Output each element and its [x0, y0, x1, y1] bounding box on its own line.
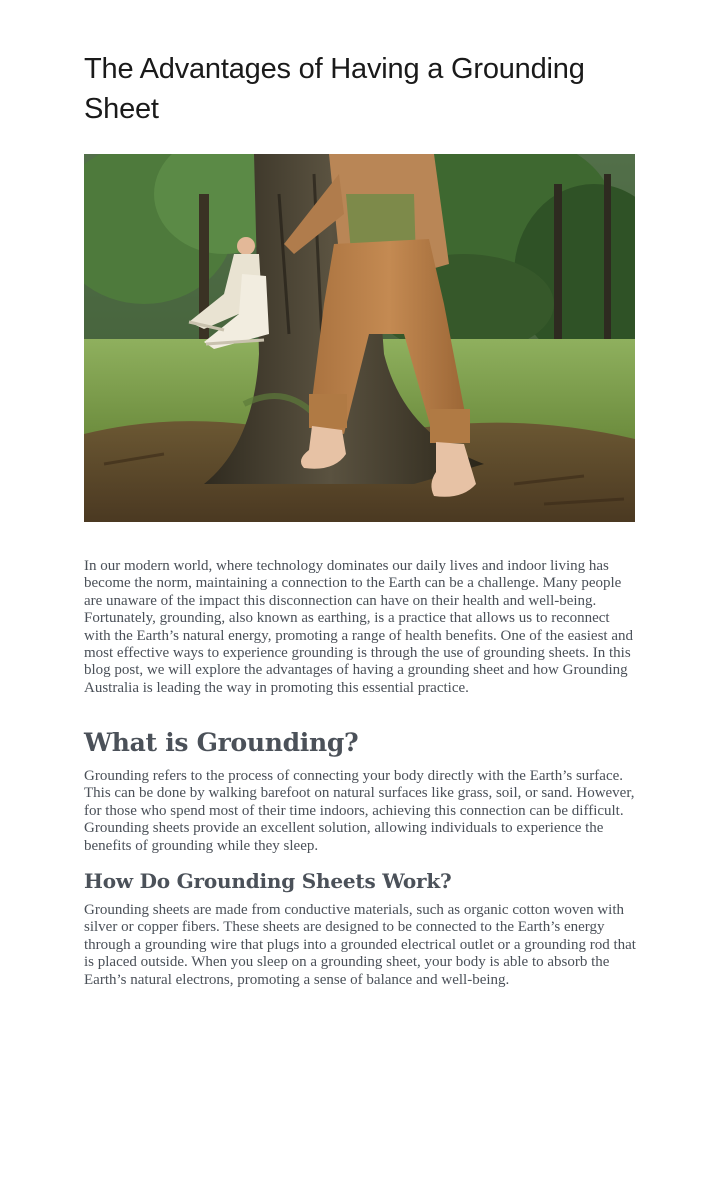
section-heading-how-sheets-work: How Do Grounding Sheets Work?: [84, 869, 452, 893]
section-heading-what-is-grounding: What is Grounding?: [84, 728, 359, 757]
intro-paragraph: In our modern world, where technology dominates our daily lives and indoor living has become the norm, maintaining a connection to the Earth can be a challenge. Many people are unaware of the impact this disconnection can have on their health and well-being. Fortunately, grounding, also known as earthing, is a practice that allows us to reconnect with the Earth’s natural energy, promoting a range of health benefits. One of the easiest and most effective ways to experience grounding is through the use of grounding sheets. In this blog post, we will explore the advantages of having a grounding sheet and how Grounding Australia is leading the way in promoting this essential practice.: [84, 558, 633, 696]
hero-image: [84, 154, 635, 522]
page-title: The Advantages of Having a Grounding Sheet: [84, 53, 585, 125]
section-body-how-sheets-work: Grounding sheets are made from conductive materials, such as organic cotton woven with silver or copper fibers. These sheets are designed to be connected to the Earth’s energy through a grounding wire that plugs into a grounded electrical outlet or a grounding rod that is placed outside. When you sleep on a grounding sheet, your body is able to absorb the Earth’s natural electrons, promoting a sense of balance and well-being.: [84, 902, 636, 988]
section-body-what-is-grounding: Grounding refers to the process of connecting your body directly with the Earth’s surface. This can be done by walking barefoot on natural surfaces like grass, soil, or sand. However, for those who spend most of their time indoors, achieving this connection can be difficult. Grounding sheets provide an excellent solution, allowing individuals to experience the benefits of grounding while they sleep.: [84, 768, 635, 854]
